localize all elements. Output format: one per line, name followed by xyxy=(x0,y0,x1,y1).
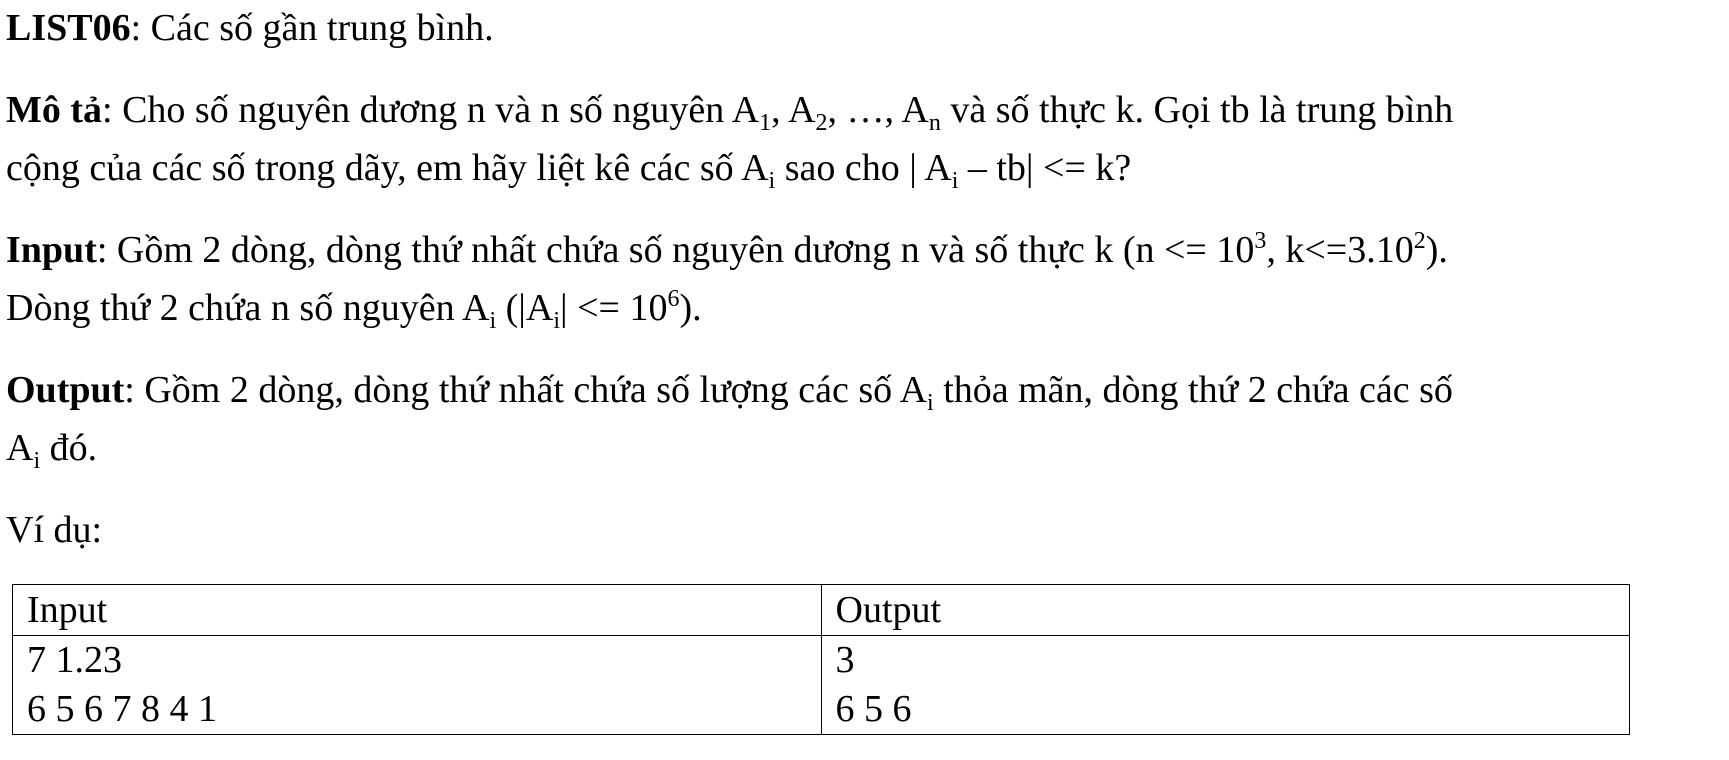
example-table xyxy=(12,584,1630,735)
table-header-row xyxy=(13,585,1630,636)
table-row xyxy=(13,636,1630,735)
example-input-cell xyxy=(13,636,822,735)
input-column-header: Input xyxy=(13,585,822,636)
example-output-line: 3 xyxy=(835,639,855,681)
example-input-line: 7 1.23 xyxy=(27,639,122,681)
output-column-header: Output xyxy=(821,585,1630,636)
example-input-line: 6 5 6 7 8 4 1 xyxy=(27,688,217,730)
description-label: Mô tả xyxy=(6,89,103,131)
output-spec-line-2: $A_i$ đó. xyxy=(6,427,98,474)
problem-title-text: : Các số gần trung bình. xyxy=(130,7,494,49)
input-spec-line-1: Input: Gồm 2 dòng, dòng thứ nhất chứa số nguyên dương n và số thực k ($n <= 10^3$, $k<=3.10^2$). xyxy=(6,228,1448,271)
input-label: Input xyxy=(6,229,97,271)
output-label: Output xyxy=(6,369,125,411)
description-line-1: Mô tả: Cho số nguyên dương n và n số nguyên $A_1$, $A_2$, …, $A_n$ và số thực k. Gọi tb là trung bình xyxy=(6,89,1454,136)
input-spec-line-2: Dòng thứ 2 chứa n số nguyên $A_i$ $(|A_i| <= 10^6)$. xyxy=(6,286,702,334)
example-label: Ví dụ: xyxy=(6,509,103,551)
example-output-line: 6 5 6 xyxy=(835,688,912,730)
output-spec-line-1: Output: Gồm 2 dòng, dòng thứ nhất chứa số lượng các số $A_i$ thỏa mãn, dòng thứ 2 chứa các số xyxy=(6,369,1453,416)
problem-title xyxy=(6,0,494,56)
example-output-cell xyxy=(821,636,1630,735)
description-line-2: cộng của các số trong dãy, em hãy liệt kê các số $A_i$ sao cho | $A_i - tb| <= k$? xyxy=(6,147,1132,194)
problem-code: LIST06 xyxy=(6,7,131,49)
